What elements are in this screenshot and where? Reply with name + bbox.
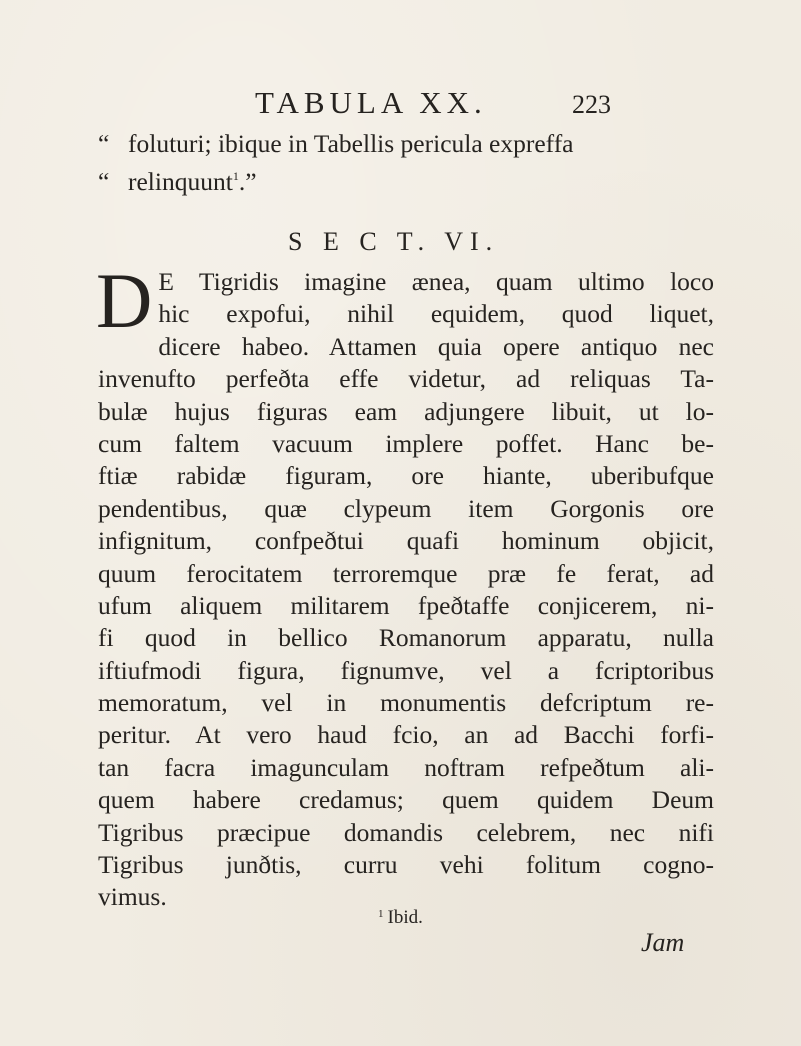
text-line: cum faltem vacuum implere poffet. Hanc be- [98, 428, 714, 458]
footnote-mark: 1 [378, 908, 384, 920]
text-line: quem habere credamus; quem quidem Deum [98, 785, 714, 815]
quote-line-2 [98, 160, 658, 198]
page-number: 223 [572, 90, 611, 119]
text-line: fi quod in bellico Romanorum apparatu, nulla [98, 623, 714, 653]
text-line: bulæ hujus figuras eam adjungere libuit, ut lo- [98, 396, 714, 426]
text-line: ftiæ rabidæ figuram, ore hiante, uberibufque [98, 461, 714, 491]
text-line: tan facra imagunculam noftram refpeðtum ali- [98, 752, 714, 782]
footnote-reference: 1 [232, 169, 239, 183]
quote-text: foluturi; ibique in Tabellis pericula expreffa [128, 129, 574, 158]
quote-close: .” [238, 167, 257, 196]
footnote [378, 903, 423, 929]
text-line: dicere habeo. Attamen quia opere antiquo nec [158, 331, 714, 361]
text-line: E Tigridis imagine ænea, quam ultimo loco [158, 267, 714, 296]
text-line: infignitum, confpeðtui quafi hominum objicit, [98, 526, 714, 556]
text-line: iftiufmodi figura, fignumve, vel a fcriptoribus [98, 655, 714, 685]
section-heading: S E C T. VI. [288, 227, 500, 256]
text-line: invenufto perfeðta effe videtur, ad reliquas Ta- [98, 364, 714, 394]
text-line: hic expofui, nihil equidem, quod liquet, [158, 299, 714, 329]
text-line: vimus. [98, 882, 167, 912]
footnote-text: Ibid. [387, 907, 423, 928]
running-head [0, 86, 801, 120]
drop-cap: D [96, 257, 153, 344]
text-line: ufum aliquem militarem fpeðtaffe conjicerem, ni- [98, 590, 714, 620]
quote-line-1 [98, 128, 658, 160]
quote-mark: “ [98, 167, 110, 196]
text-line: pendentibus, quæ clypeum item Gorgonis ore [98, 493, 714, 523]
text-line: Tigribus præcipue domandis celebrem, nec nifi [98, 817, 714, 847]
text-line: memoratum, vel in monumentis defcriptum re- [98, 688, 714, 718]
quote-text: relinquunt [128, 167, 233, 196]
body-paragraph [96, 257, 714, 914]
text-line: Tigribus junðtis, curru vehi folitum cogno- [98, 850, 714, 880]
text-line: quum ferocitatem terroremque præ fe ferat, ad [98, 558, 714, 588]
catchword: Jam [641, 928, 685, 957]
text-line: peritur. At vero haud fcio, an ad Bacchi forfi- [98, 720, 714, 750]
quote-mark: “ [98, 129, 110, 158]
running-title: TABULA XX. [255, 85, 487, 120]
quotation-continuation [98, 128, 658, 198]
